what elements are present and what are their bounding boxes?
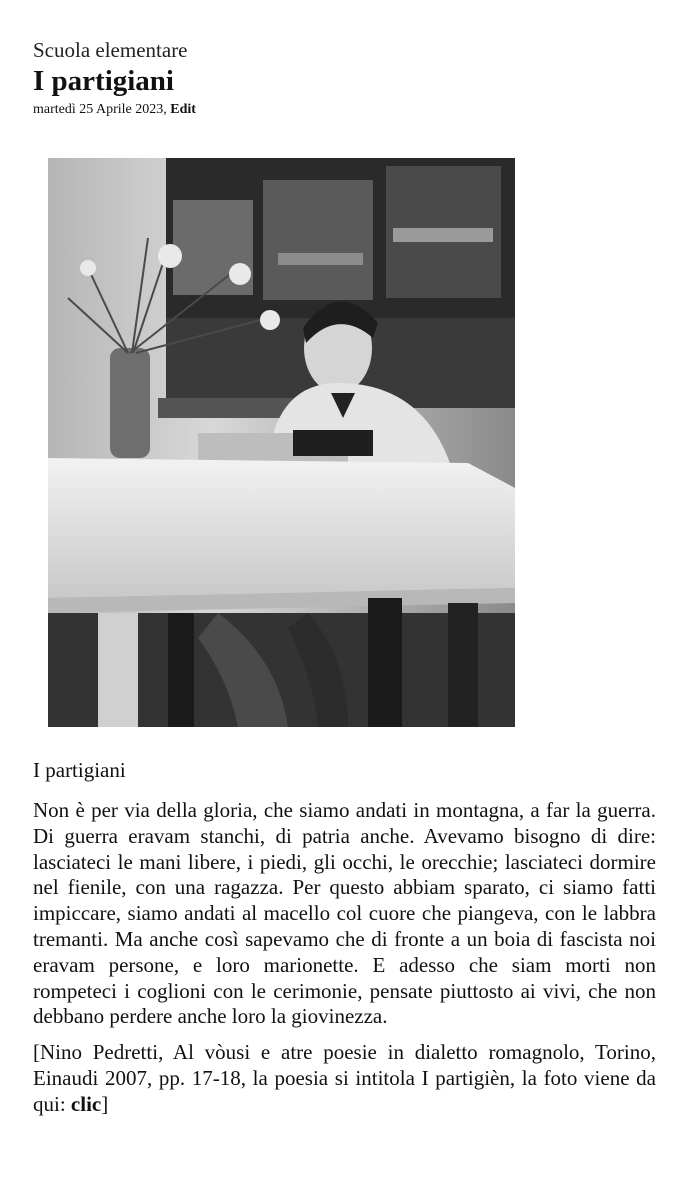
post-photo [48, 158, 515, 727]
photo-illustration [48, 158, 515, 727]
poem-title: I partigiani [33, 758, 126, 782]
blog-name[interactable]: Scuola elementare [33, 38, 188, 62]
poem-text: Non è per via della gloria, che siamo andati in montagna, a far la guerra. Di guerra eravam stanchi, di patria anche. Avevamo bisogno di dire: lasciateci le mani libere, i piedi, gli occhi, le orecchie; lasciateci dormire nel fienile, con una ragazza. Per questo abbiam sparato, ci siamo fatti impiccare, siamo andati al macello col cuore che piangeva, con le labbra tremanti. Ma anche così sapevamo che di fronte a un boia di fascista noi eravam persone, e loro marionette. E adesso che siam morti non rompeteci i coglioni con le cerimonie, pensate piuttosto ai vivi, che non debbano perdere anche loro la giovinezza. [33, 798, 656, 1029]
post-title[interactable]: I partigiani [33, 65, 174, 97]
post-date: martedì 25 Aprile 2023, [33, 102, 167, 117]
post-body [33, 756, 656, 1118]
source-closing: ] [101, 1091, 109, 1116]
source-citation [33, 1040, 656, 1117]
post-header [33, 36, 663, 120]
source-text: [Nino Pedretti, Al vòusi e atre poesie in dialetto romagnolo, Torino, Einaudi 2007, pp. 17-18, la poesia si intitola I partigièn, la foto viene da qui: [33, 1040, 656, 1116]
source-link[interactable]: clic [70, 1091, 102, 1116]
post-meta [33, 100, 663, 120]
edit-link[interactable]: Edit [170, 102, 196, 117]
